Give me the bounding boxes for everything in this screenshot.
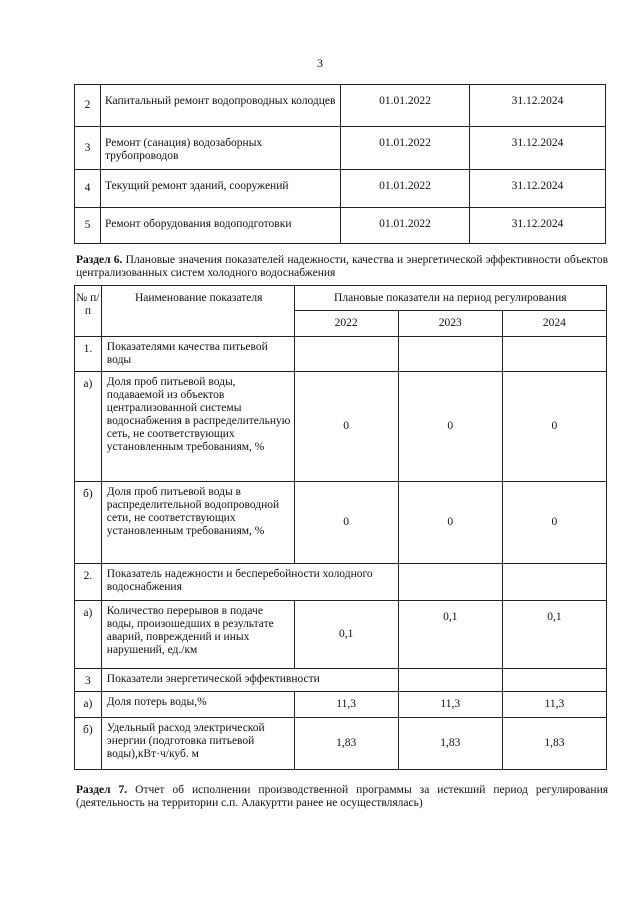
work-name: Ремонт (санация) водозаборных трубопроводов [101,127,341,170]
year-2022: 2022 [294,311,398,337]
indicator-name: Доля проб питьевой воды, подаваемой из объектов централизованной системы водоснабжения в распределительную сеть, не соответствующих установленным требованиям, % [101,372,294,482]
group-num: 1. [75,337,102,372]
page-number: 3 [317,56,323,70]
value-2022: 11,3 [294,692,398,718]
end-date: 31.12.2024 [470,208,606,244]
value-2022: 0,1 [294,601,398,669]
group-num: 2. [75,564,102,601]
group-num: 3 [75,669,102,692]
row-num: а) [75,601,102,669]
table-row [75,482,607,564]
table-row [75,718,607,770]
row-num: б) [75,482,102,564]
value-2024: 1,83 [502,718,606,770]
indicator-name: Удельный расход электрической энергии (подготовка питьевой воды),кВт·ч/куб. м [101,718,294,770]
start-date: 01.01.2022 [341,127,470,170]
section-6-heading [76,254,608,280]
group-row [75,337,607,372]
header-plan: Плановые показатели на период регулирования [294,286,606,311]
end-date: 31.12.2024 [470,170,606,208]
table-row [75,692,607,718]
group-row [75,669,607,692]
works-table [74,84,606,244]
value-2022: 0 [294,372,398,482]
table-row [75,85,606,127]
section-6-text: Плановые значения показателей надежности, качества и энергетической эффективности объектов централизованных систем холодного водоснабжения [76,254,609,279]
year-2023: 2023 [398,311,502,337]
section-7-label: Раздел 7. [76,784,128,796]
row-num: б) [75,718,102,770]
table-row [75,208,606,244]
section-6-label: Раздел 6. [76,254,123,266]
group-row [75,564,607,601]
value-2024: 0 [502,482,606,564]
indicators-table [74,285,607,770]
row-number: 5 [75,208,101,244]
end-date: 31.12.2024 [470,85,606,127]
section-7-paragraph [76,784,608,810]
value-2022: 0 [294,482,398,564]
header-row [75,286,607,311]
indicator-name: Доля потерь воды,% [101,692,294,718]
year-2024: 2024 [502,311,606,337]
table-row [75,127,606,170]
end-date: 31.12.2024 [470,127,606,170]
value-2023: 0 [398,372,502,482]
work-name: Текущий ремонт зданий, сооружений [101,170,341,208]
header-name: Наименование показателя [101,286,294,337]
value-2023: 0,1 [398,601,502,669]
value-2024: 0,1 [502,601,606,669]
group-title: Показателями качества питьевой воды [101,337,294,372]
value-2024: 0 [502,372,606,482]
group-title: Показатели энергетической эффективности [101,669,398,692]
value-2023: 1,83 [398,718,502,770]
work-name: Капитальный ремонт водопроводных колодцев [101,85,341,127]
indicator-name: Количество перерывов в подаче воды, произошедших в результате аварий, повреждений и иных нарушений, ед./км [101,601,294,669]
work-name: Ремонт оборудования водоподготовки [101,208,341,244]
row-number: 2 [75,85,101,127]
value-2023: 11,3 [398,692,502,718]
table-row [75,372,607,482]
section-7-text: Отчет об исполнении производственной программы за истекший период регулирования (деятельность на территории с.п. Алакуртти ранее не осуществлялась) [76,784,609,809]
value-2022: 1,83 [294,718,398,770]
value-2024: 11,3 [502,692,606,718]
indicator-name: Доля проб питьевой воды в распределительной водопроводной сети, не соответствующих установленным требованиям, % [101,482,294,564]
table-row [75,601,607,669]
value-2023: 0 [398,482,502,564]
row-number: 3 [75,127,101,170]
row-num: а) [75,692,102,718]
start-date: 01.01.2022 [341,85,470,127]
header-num: № п/п [75,286,102,337]
start-date: 01.01.2022 [341,208,470,244]
table-row [75,170,606,208]
row-num: а) [75,372,102,482]
row-number: 4 [75,170,101,208]
group-title: Показатель надежности и бесперебойности холодного водоснабжения [101,564,398,601]
start-date: 01.01.2022 [341,170,470,208]
